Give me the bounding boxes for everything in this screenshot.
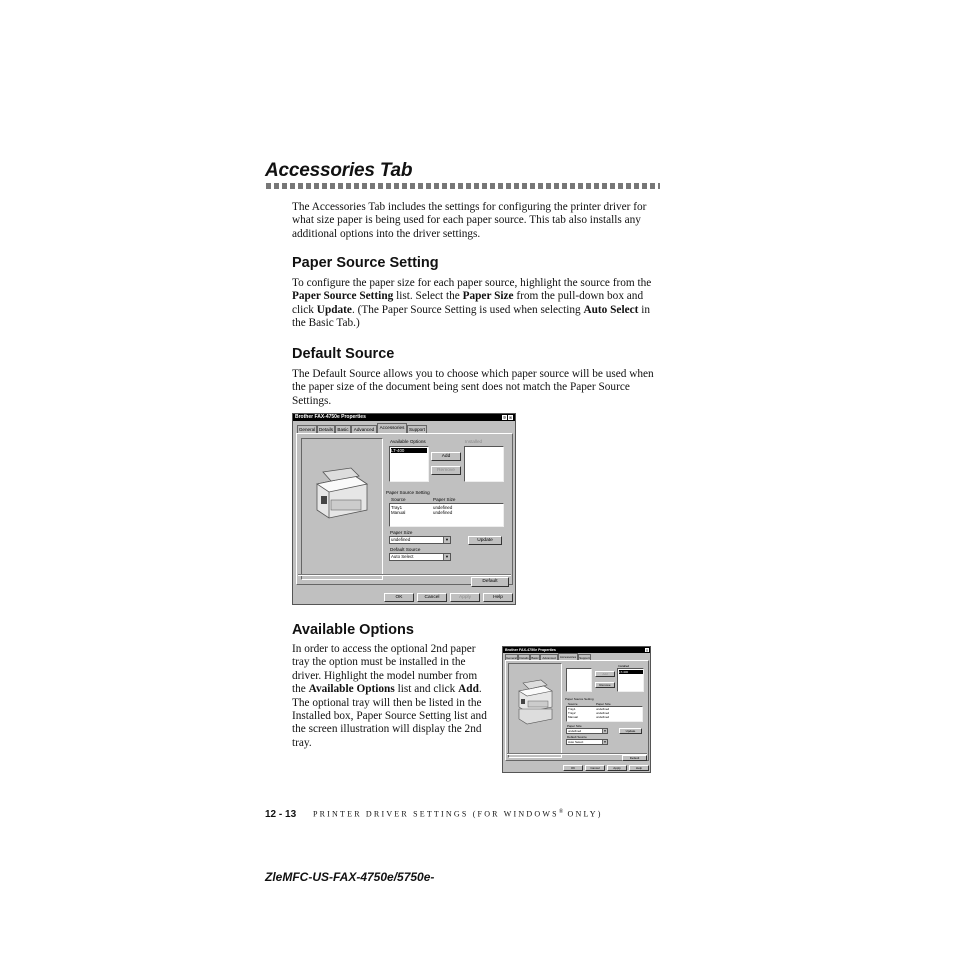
installed-label: Installed: [618, 664, 630, 668]
heading-available-options: Available Options: [292, 622, 414, 638]
dialog-title-bar: Brother FAX-4750e Properties: [293, 414, 515, 421]
running-footer: PRINTER DRIVER SETTINGS (FOR WINDOWS® ONLY): [313, 809, 603, 819]
paper-source-list: [566, 706, 643, 722]
list-item-size: undefined: [596, 707, 610, 711]
available-options-list: [389, 446, 429, 482]
add-button: Add: [595, 671, 615, 677]
help-title-button: ?: [503, 415, 506, 420]
tab-general: General: [506, 656, 517, 660]
list-item-size: undefined: [433, 505, 453, 510]
remove-button: Remove: [595, 682, 615, 688]
list-item-source: Tray1: [391, 505, 403, 510]
paper-size-value: undefined: [391, 537, 411, 542]
list-item-size: undefined: [596, 711, 610, 715]
heading-default-source: Default Source: [292, 346, 395, 362]
source-column-header: Source: [568, 702, 578, 706]
tab-advanced: Advanced: [351, 425, 377, 433]
close-icon: ×: [646, 649, 648, 653]
tab-accessories: Accessories: [377, 423, 407, 433]
help-button: Help: [483, 593, 513, 602]
panel-divider: [298, 574, 511, 576]
chevron-down-icon: ▼: [603, 740, 607, 744]
installed-item: LT-400: [619, 670, 643, 674]
paper-size-column-header: Paper Size: [596, 702, 611, 706]
close-icon: ×: [509, 415, 512, 420]
tab-support: Support: [579, 656, 590, 660]
default-source-value: Auto Select: [568, 740, 584, 744]
list-item-size: undefined: [433, 510, 453, 515]
intro-paragraph: The Accessories Tab includes the settings for configuring the printer driver for what size paper is being used for each paper source. This tab also installs any additional options into the driver settings.: [292, 201, 647, 240]
tab-basic: Basic: [335, 425, 351, 433]
printer-illustration-with-tray: [515, 679, 555, 727]
list-item-source: Tray1: [568, 707, 576, 711]
source-column-header: Source: [391, 497, 406, 502]
paper-size-dropdown: [566, 728, 608, 734]
default-source-value: Auto Select: [391, 554, 414, 559]
installed-label: Installed: [465, 439, 483, 444]
page-number: 12 - 13: [265, 809, 297, 820]
apply-button: Apply: [607, 765, 627, 771]
ok-button: OK: [563, 765, 583, 771]
paper-size-value: undefined: [568, 729, 582, 733]
tab-details: Details: [519, 656, 529, 660]
list-item-size: undefined: [596, 715, 610, 719]
cancel-button: Cancel: [417, 593, 447, 602]
tab-details: Details: [318, 427, 334, 432]
default-source-dropdown: [566, 739, 608, 745]
paper-source-setting-label: Paper Source Setting: [386, 490, 430, 495]
available-option-item: LT-400: [391, 448, 427, 453]
list-item-source: Manual: [568, 715, 578, 719]
installed-list: [617, 668, 644, 692]
paper-source-list: [389, 503, 504, 527]
heading-paper-source: Paper Source Setting: [292, 255, 439, 271]
paper-size-column-header: Paper Size: [433, 497, 456, 502]
default-source-dropdown: [389, 553, 451, 561]
apply-button: Apply: [450, 593, 480, 602]
tab-general: General: [298, 427, 316, 432]
page-title: Accessories Tab: [265, 160, 413, 181]
ok-button: OK: [384, 593, 414, 602]
tab-advanced: Advanced: [540, 654, 558, 660]
available-options-label: Available Options: [390, 439, 426, 444]
help-button: Help: [629, 765, 649, 771]
paper-source-paragraph: To configure the paper size for each paper source, highlight the source from the Paper Source Setting list. Select the Paper Size from the pull-down box and click Update. (The Paper Source Setting is used when selecting Auto Select in the Basic Tab.): [292, 277, 652, 330]
add-button: Add: [431, 452, 461, 461]
document-id: ZleMFC-US-FAX-4750e/5750e-: [265, 870, 435, 884]
default-source-label: Default Source: [567, 735, 587, 739]
default-source-paragraph: The Default Source allows you to choose which paper source will be used when the paper size of the document being sent does not match the Paper Source Settings.: [292, 368, 654, 407]
tab-basic: Basic: [531, 656, 539, 660]
installed-list: [464, 446, 504, 482]
chevron-down-icon: ▼: [603, 729, 607, 733]
paper-size-dropdown: [389, 536, 451, 544]
remove-button: Remove: [431, 466, 461, 475]
chevron-down-icon: ▼: [443, 537, 450, 543]
available-options-list: [566, 668, 592, 692]
cancel-button: Cancel: [585, 765, 605, 771]
tab-support: Support: [408, 427, 426, 432]
title-divider: [266, 183, 660, 189]
default-button: Default: [622, 755, 647, 761]
list-item-source: Manual: [391, 510, 406, 515]
paper-source-setting-label: Paper Source Setting: [565, 697, 594, 701]
paper-size-label: Paper Size: [567, 724, 582, 728]
printer-illustration: [311, 466, 371, 521]
list-item-source: Tray2: [568, 711, 576, 715]
update-button: Update: [468, 536, 502, 545]
dialog-title-bar: Brother FAX-4750e Properties: [503, 647, 650, 653]
available-options-paragraph: In order to access the optional 2nd paper tray the option must be installed in the driver. Highlight the model number from the Available Options list and click Add. The optional tray will then be listed in the Installed box, Paper Source Setting list and the screen illustration will display the 2nd tray.: [292, 643, 487, 749]
properties-dialog-screenshot-installed: [502, 646, 651, 773]
default-button: Default: [471, 577, 509, 587]
default-source-label: Default Source: [390, 547, 421, 552]
paper-size-label: Paper Size: [390, 530, 413, 535]
chevron-down-icon: ▼: [443, 554, 450, 560]
update-button: Update: [619, 728, 642, 734]
properties-dialog-screenshot: [292, 413, 516, 605]
tab-accessories: Accessories: [559, 655, 577, 659]
